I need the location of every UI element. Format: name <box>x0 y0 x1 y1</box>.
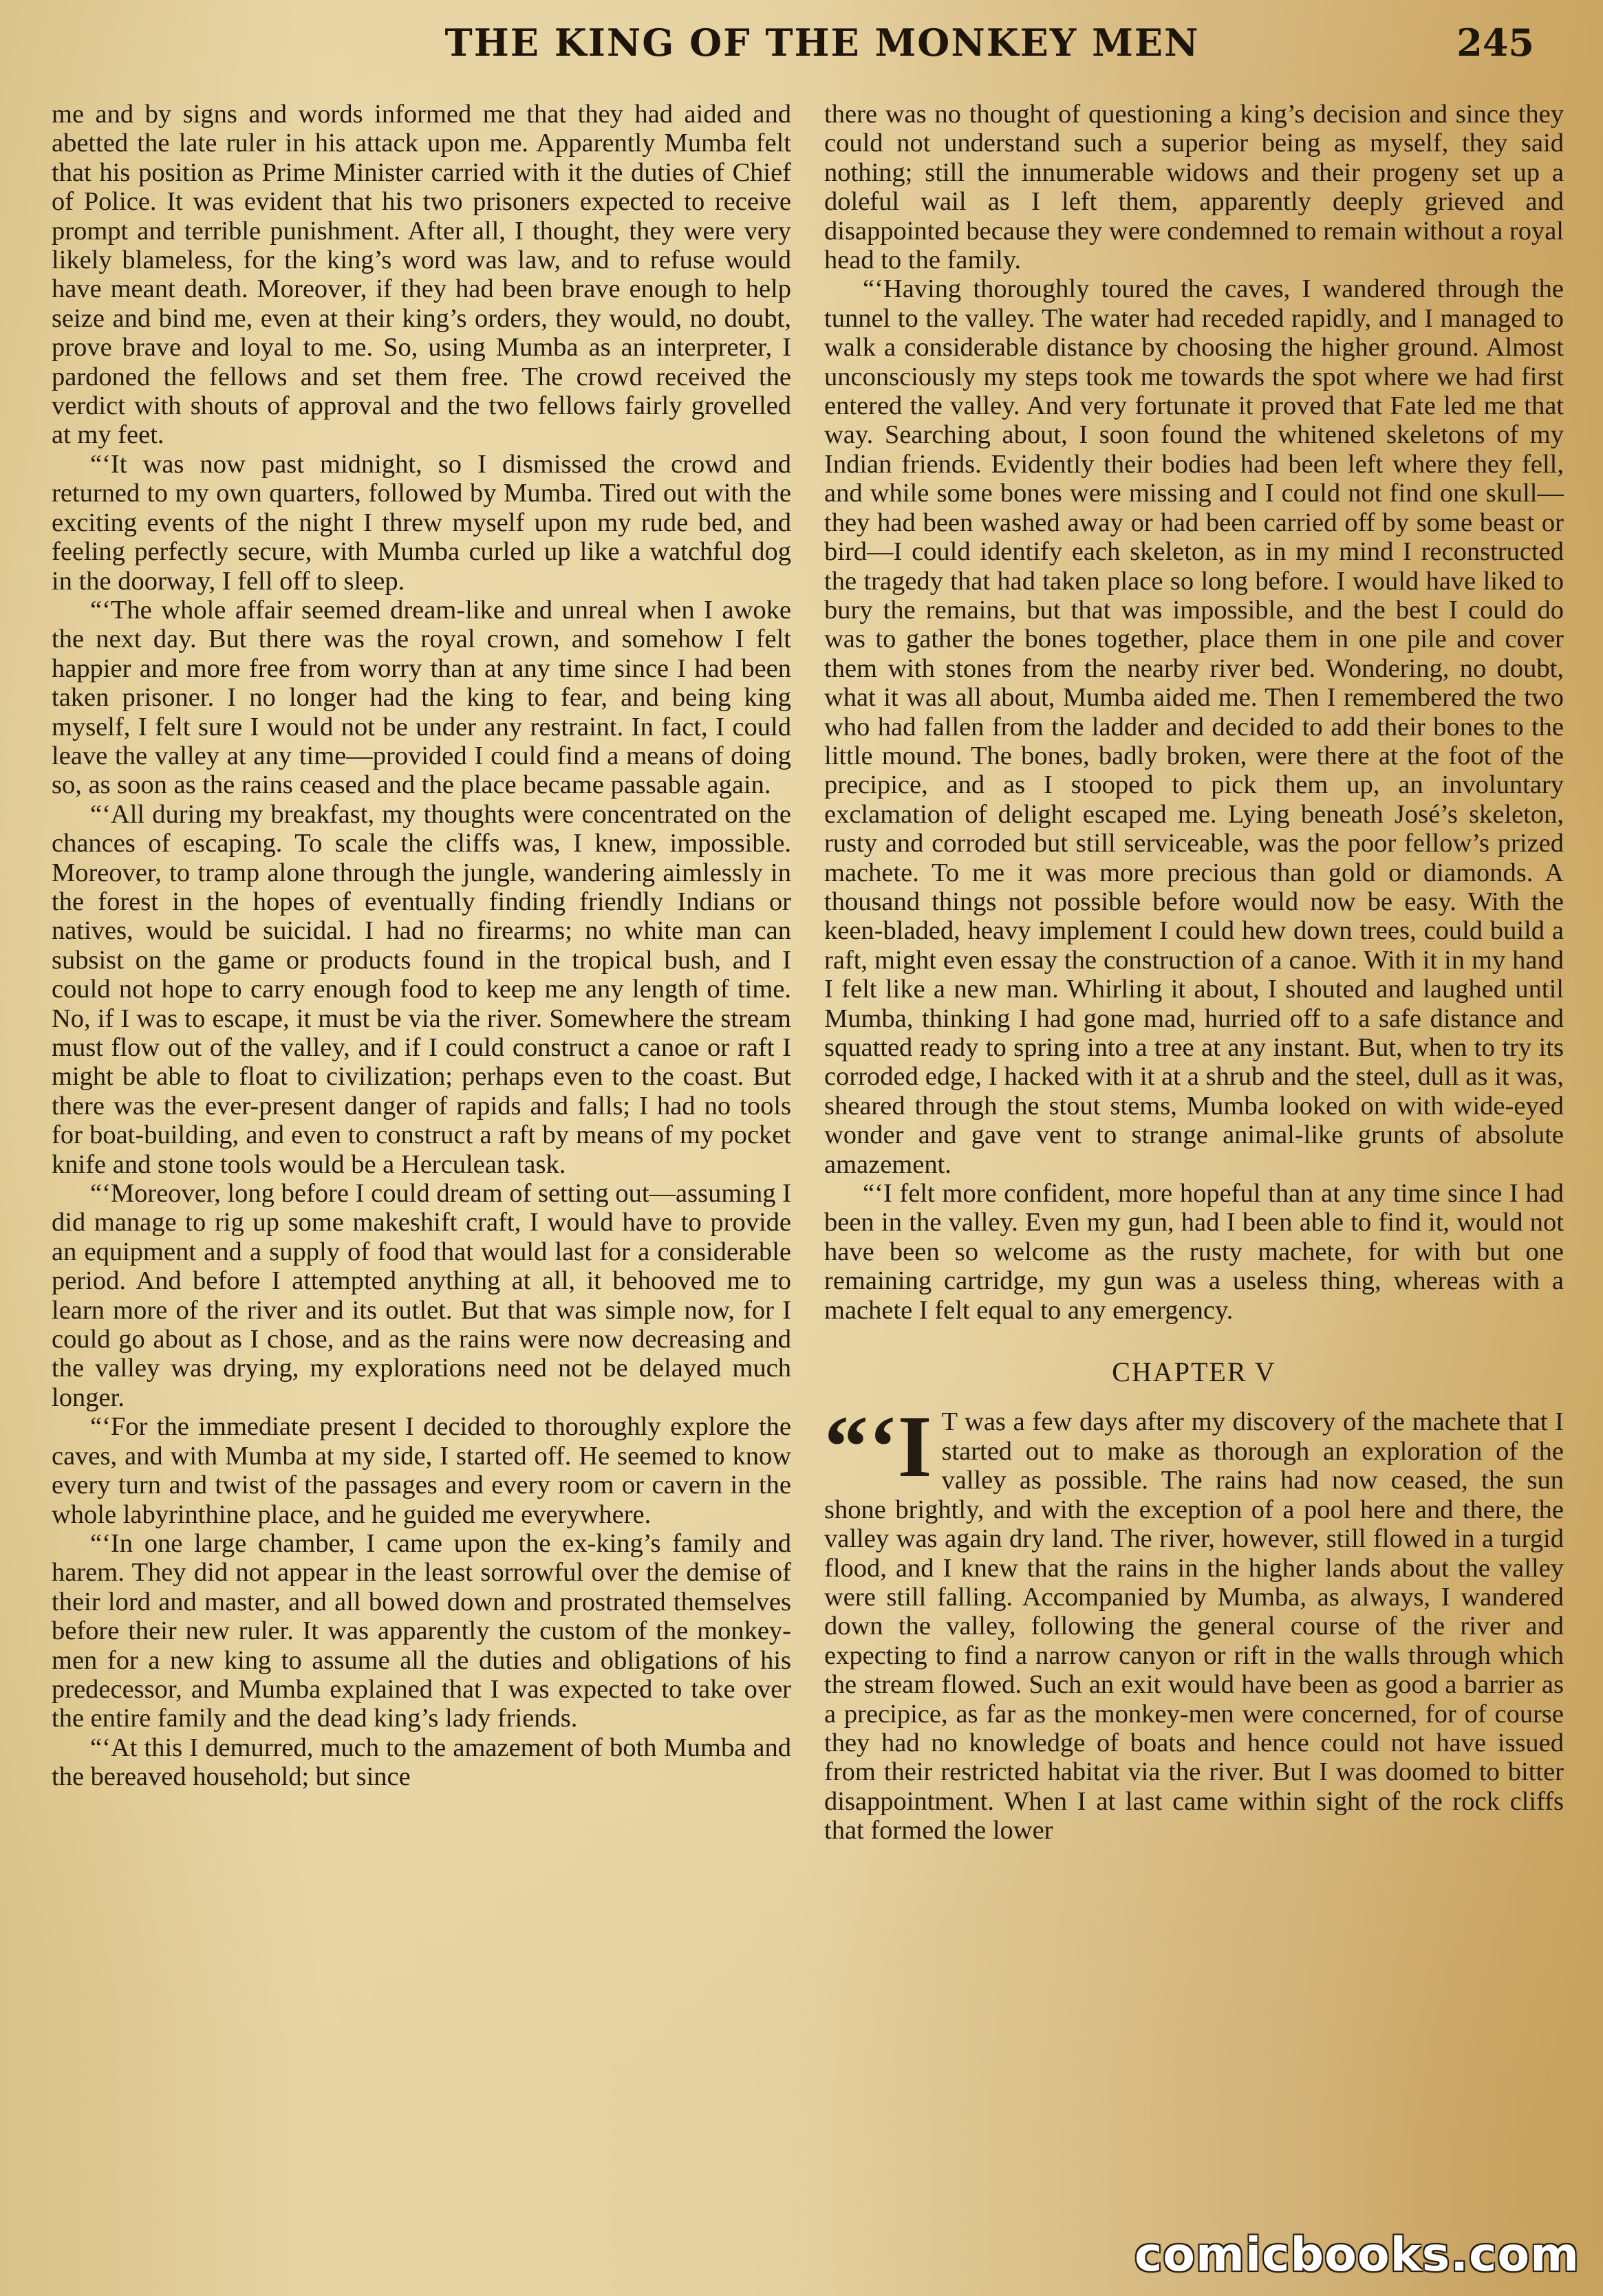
chapter-heading: CHAPTER V <box>1112 1356 1276 1388</box>
paragraph: “‘At this I demurred, much to the amazement of both Mumba and the bereaved household; but since <box>52 1733 791 1792</box>
chapter-opening <box>824 1398 1564 1845</box>
left-column <box>52 100 791 2253</box>
paragraph: “‘In one large chamber, I came upon the ex-king’s family and harem. They did not appear in the least sorrowful over the demise of their lord and master, and all bowed down and prostrated themselves before their new ruler. It was apparently the custom of the monkey-men for a new king to assume all the duties and obligations of his predecessor, and Mumba explained that I was expected to take over the entire family and the dead king’s lady friends. <box>52 1528 791 1733</box>
drop-cap: “‘I <box>824 1398 932 1496</box>
running-title: THE KING OF THE MONKEY MEN <box>444 21 1200 65</box>
page-number: 245 <box>1456 21 1534 65</box>
paragraph: “‘Moreover, long before I could dream of setting out—assuming I did manage to rig up some makeshift craft, I would have to provide an equipment and a supply of food that would last for a considerable period. And before I attempted anything at all, it behooved me to learn more of the river and its outlet. But that was simple now, for I could go about as I chose, and as the rains were now decreasing and the valley was drying, my explorations need not be delayed much longer. <box>52 1179 791 1412</box>
paragraph: there was no thought of questioning a king’s decision and since they could not understand such a superior being as myself, they said nothing; still the innumerable widows and their progeny set up a doleful wail as I left them, apparently deeply grieved and disappointed because they were condemned to remain without a royal head to the family. <box>824 100 1564 275</box>
watermark: comicbooks.com <box>1134 2228 1580 2282</box>
paragraph: “‘It was now past midnight, so I dismissed the crowd and returned to my own quarters, followed by Mumba. Tired out with the exciting events of the night I threw myself upon my rude bed, and feeling perfectly secure, with Mumba curled up like a watchful dog in the doorway, I fell off to sleep. <box>52 449 791 596</box>
paragraph: “‘All during my breakfast, my thoughts were concentrated on the chances of escaping. To scale the cliffs was, I knew, impossible. Moreover, to tramp alone through the jungle, wandering aimlessly in the forest in the hopes of eventually finding friendly Indians or natives, would be suicidal. I had no firearms; no white man can subsist on the game or products found in the tropical bush, and I could not hope to carry enough food to keep me any length of time. No, if I was to escape, it must be via the river. Somewhere the stream must flow out of the valley, and if I could construct a canoe or raft I might be able to float to civilization; perhaps even to the coast. But there was the ever-present danger of rapids and falls; I had no tools for boat-building, and even to construct a raft by means of my pocket knife and stone tools would be a Herculean task. <box>52 799 791 1179</box>
chapter-opening-text: T was a few days after my discovery of the machete that I started out to make as thorough an exploration of the valley as possible. The rains had now ceased, the sun shone brightly, and with the exception of a pool here and there, the valley was again dry land. The river, however, still flowed in a turgid flood, and I knew that the rains in the higher lands about the valley were still falling. Accompanied by Mumba, as always, I wandered down the valley, following the general course of the river and expecting to find a narrow canyon or rift in the walls through which the stream flowed. Such an exit would have been as good a barrier as a precipice, as far as the monkey-men were concerned, for of course they had no knowledge of boats and hence could not have issued from their restricted habitat via the river. But I was doomed to bitter disappointment. When I at last came within sight of the rock cliffs that formed the lower <box>824 1407 1564 1845</box>
page-header <box>0 21 1603 76</box>
paragraph: “‘Having thoroughly toured the caves, I wandered through the tunnel to the valley. The water had receded rapidly, and I managed to walk a considerable distance by choosing the higher ground. Almost unconsciously my steps took me towards the spot where we had first entered the valley. And very fortunate it proved that Fate led me that way. Searching about, I soon found the whitened skeletons of my Indian friends. Evidently their bodies had been left where they fell, and while some bones were missing and I could not find one skull—they had been washed away or had been carried off by some beast or bird—I could identify each skeleton, as in my mind I reconstructed the tragedy that had taken place so long before. I would have liked to bury the remains, but that was impossible, and the best I could do was to gather the bones together, place them in one pile and cover them with stones from the nearby river bed. Wondering, no doubt, what it was all about, Mumba aided me. Then I remembered the two who had fallen from the ladder and decided to add their bones to the little mound. The bones, badly broken, were there at the foot of the precipice, and as I stooped to pick them up, an involuntary exclamation of delight escaped me. Lying beneath José’s skeleton, rusty and corroded but still serviceable, was the poor fellow’s prized machete. To me it was more precious than gold or diamonds. A thousand things not possible before would now be easy. With the keen-bladed, heavy implement I could hew down trees, could build a raft, might even essay the construction of a canoe. With it in my hand I felt like a new man. Whirling it about, I shouted and laughed until Mumba, thinking I had gone mad, hurried off to a safe distance and squatted ready to spring into a tree at any instant. But, when to try its corroded edge, I hacked with it at a shrub and the steel, dull as it was, sheared through the stout stems, Mumba looked on with wide-eyed wonder and gave vent to strange animal-like grunts of absolute amazement. <box>824 274 1564 1179</box>
paragraph: me and by signs and words informed me that they had aided and abetted the late ruler in his attack upon me. Apparently Mumba felt that his position as Prime Minister carried with it the duties of Chief of Police. It was evident that his two prisoners expected to receive prompt and terrible punishment. After all, I thought, they were very likely blameless, for the king’s word was law, and to refuse would have meant death. Moreover, if they had been brave enough to help seize and bind me, even at their king’s orders, they would, no doubt, prove brave and loyal to me. So, using Mumba as an interpreter, I pardoned the fellows and set them free. The crowd received the verdict with shouts of approval and the two fellows fairly grovelled at my feet. <box>52 100 791 450</box>
paragraph: “‘I felt more confident, more hopeful than at any time since I had been in the valley. Even my gun, had I been able to find it, would not have been so welcome as the rusty machete, for with but one remaining cartridge, my gun was a useless thing, whereas with a machete I felt equal to any emergency. <box>824 1179 1564 1325</box>
paragraph: “‘The whole affair seemed dream-like and unreal when I awoke the next day. But there was the royal crown, and somehow I felt happier and more free from worry than at any time since I had been taken prisoner. I no longer had the king to fear, and being king myself, I felt sure I would not be under any restraint. In fact, I could leave the valley at any time—provided I could find a means of doing so, as soon as the rains ceased and the place became passable again. <box>52 595 791 800</box>
paragraph: “‘For the immediate present I decided to thoroughly explore the caves, and with Mumba at my side, I started off. He seemed to know every turn and twist of the passages and every room or cavern in the whole labyrinthine place, and he guided me everywhere. <box>52 1412 791 1529</box>
right-column <box>824 100 1564 2253</box>
